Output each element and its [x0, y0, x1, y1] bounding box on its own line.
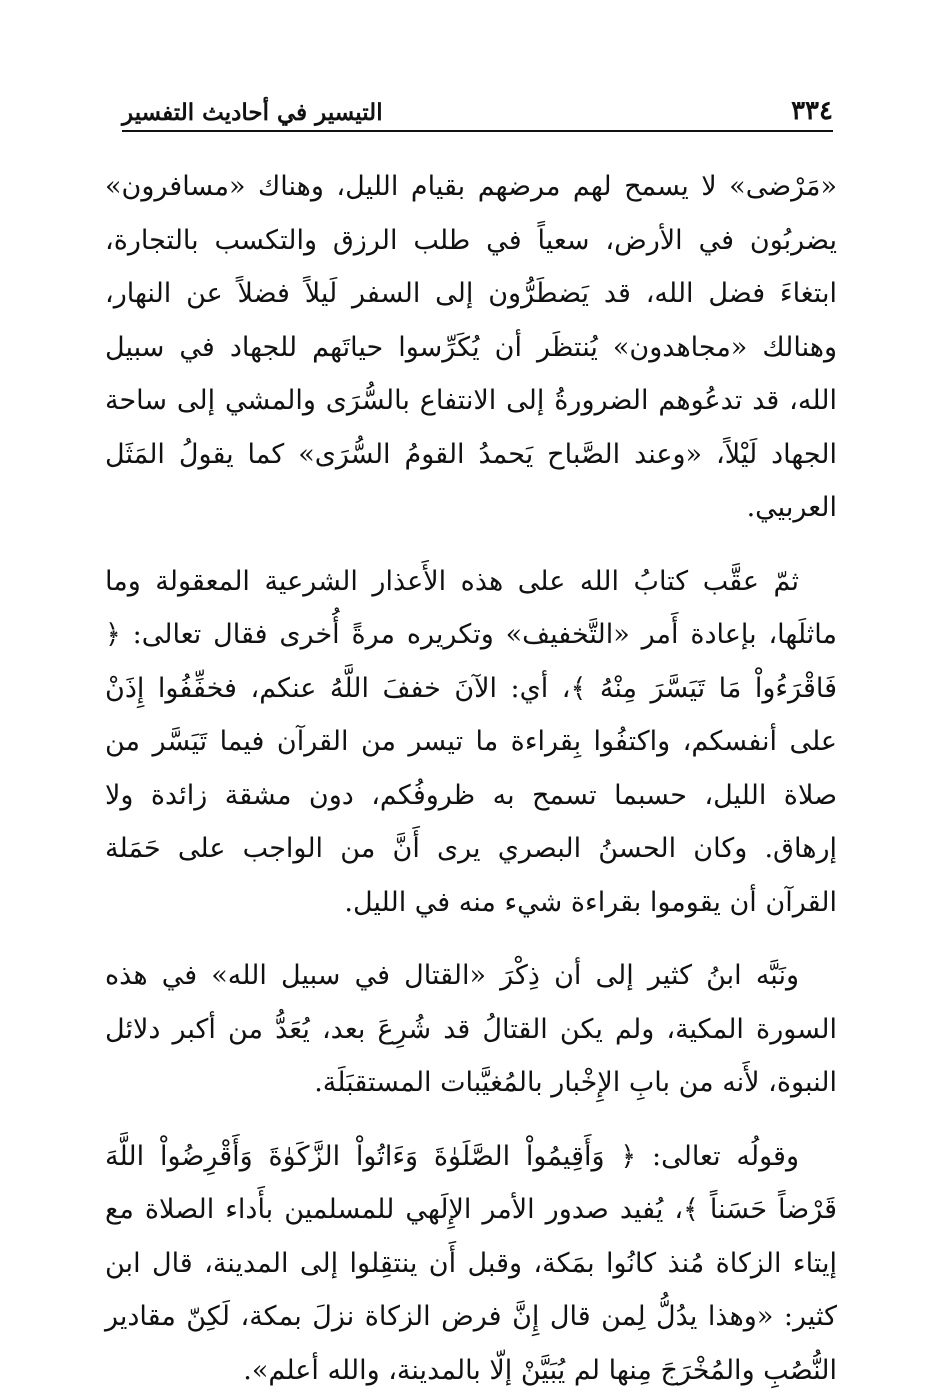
book-title: التيسير في أحاديث التفسير [122, 99, 383, 126]
body-text [105, 160, 837, 1397]
page-number: ٣٣٤ [791, 96, 833, 126]
paragraph-2: ثمّ عقَّب كتابُ الله على هذه الأَعذار الشرعية المعقولة وما ماثلَها، بإعادة أَمر «التَّخفيف» وتكريره مرةً أُخرى فقال تعالى: ﴿ فَاقْرَءُواْ مَا تَيَسَّرَ مِنْهُ ﴾، أي: الآنَ خففَ اللَّهُ عنكم، فخفِّفُوا إِذَنْ على أنفسكم، واكتفُوا بِقراءة ما تيسر من القرآن فيما تَيَسَّر من صلاة الليل، حسبما تسمح به ظروفُكم، دون مشقة زائدة ولا إرهاق. وكان الحسنُ البصري يرى أَنَّ من الواجب على حَمَلة القرآن أن يقوموا بقراءة شيء منه في الليل. [105, 565, 837, 918]
paragraph-4: وقولُه تعالى: ﴿ وَأَقِيمُواْ الصَّلَوٰةَ وَءَاتُواْ الزَّكَوٰةَ وَأَقْرِضُواْ اللَّهَ قَرْضاً حَسَناً ﴾، يُفيد صدور الأمر الإِلَهي للمسلمين بأَداء الصلاة مع إيتاء الزكاة مُنذ كانُوا بمَكة، وقبل أَن ينتقِلوا إلى المدينة، قال ابن كثير: «وهذا يدُلُّ لِمن قال إِنَّ فرض الزكاة نزلَ بمكة، لَكِنّ مقادير النُّصُبِ والمُخْرَجَ مِنها لم يُبَيَّنْ إلّا بالمدينة، والله أعلم». [105, 1140, 837, 1386]
paragraph-1: «مَرْضى» لا يسمح لهم مرضهم بقيام الليل، وهناك «مسافرون» يضربُون في الأرض، سعياً في طلب الرزق والتكسب بالتجارة، ابتغاءَ فضل الله، قد يَضطَرُّون إلى السفر لَيلاً فضلاً عن النهار، وهنالك «مجاهدون» يُنتظَر أن يُكَرِّسوا حياتَهم للجهاد في سبيل الله، قد تدعُوهم الضرورةُ إلى الانتفاع بالسُّرَى والمشي إلى ساحة الجهاد لَيْلاً، «وعند الصَّباح يَحمدُ القومُ السُّرَى» كما يقولُ المَثَل العربيي. [105, 171, 837, 523]
running-header [122, 92, 833, 132]
paragraph-3: ونَبَّه ابنُ كثير إلى أن ذِكْرَ «القتال في سبيل الله» في هذه السورة المكية، ولم يكن القتالُ قد شُرِعَ بعد، يُعَدُّ من أكبر دلائل النبوة، لأَنه من بابِ الإِخْبار بالمُغيَّبات المستقبَلَة. [105, 960, 837, 1098]
